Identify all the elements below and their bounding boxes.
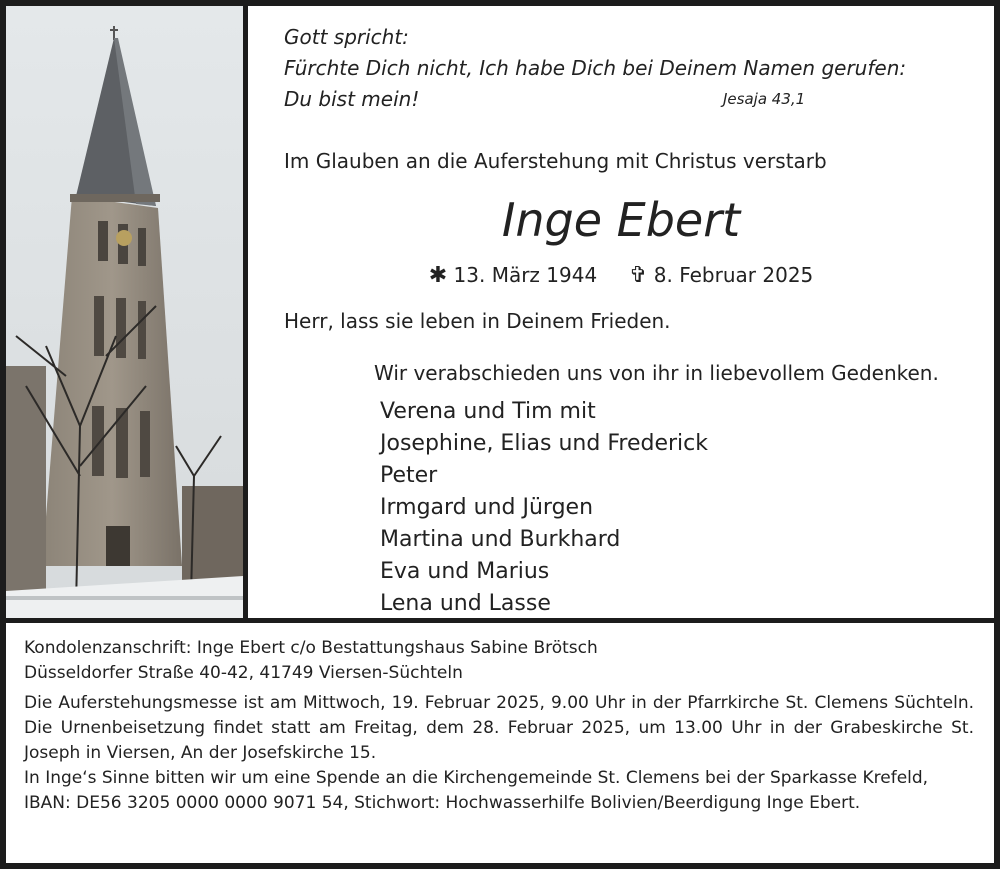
mourner-entry: Lena und Lasse	[380, 591, 551, 616]
death-date: 8. Februar 2025	[653, 263, 814, 287]
service-info: Die Auferstehungsmesse ist am Mittwoch, 19. Februar 2025, 9.00 Uhr in der Pfarrkirche St. Clemens Süchteln. Die Urnenbeisetzung findet statt am Freitag, dem 28. Februar 2025, um 13.00 Uhr in der Grabeskirche St. Joseph in Viersen, An der Josefskirche 15.	[24, 693, 974, 763]
condolence-street: Düsseldorfer Straße 40-42, 41749 Viersen-Süchteln	[24, 663, 463, 683]
verse-line: Fürchte Dich nicht, Ich habe Dich bei Deinem Namen gerufen:	[284, 56, 907, 80]
life-dates	[248, 263, 994, 288]
birth-date: 13. März 1944	[453, 263, 598, 287]
condolence-address: Kondolenzanschrift: Inge Ebert c/o Bestattungshaus Sabine Brötsch	[24, 638, 598, 658]
birth-star-icon: ✱	[428, 263, 448, 288]
intro-text: Im Glauben an die Auferstehung mit Christus verstarb	[284, 149, 827, 173]
verse-reference: Jesaja 43,1	[723, 90, 806, 108]
mourner-entry: Peter	[380, 463, 438, 488]
bible-verse	[284, 22, 964, 115]
vertical-divider	[243, 0, 248, 621]
mourner-entry: Verena und Tim mit	[380, 399, 596, 424]
deceased-name: Inge Ebert	[501, 193, 741, 247]
verse-line: Gott spricht:	[284, 25, 409, 49]
death-cross-icon: ✞	[628, 263, 648, 288]
mourner-entry: Josephine, Elias und Frederick	[380, 431, 708, 456]
mourner-entry: Martina und Burkhard	[380, 527, 621, 552]
farewell-text: Wir verabschieden uns von ihr in liebevollem Gedenken.	[374, 361, 939, 385]
mourner-entry: Eva und Marius	[380, 559, 550, 584]
donation-info: In Inge‘s Sinne bitten wir um eine Spende an die Kirchengemeinde St. Clemens bei der Sparkasse Krefeld, IBAN: DE56 3205 0000 0000 9071 54, Stichwort: Hochwasserhilfe Bolivien/Beerdigung Inge Ebert.	[24, 768, 929, 813]
church-photo	[6, 6, 243, 618]
mourners-list	[380, 396, 708, 620]
verse-line: Du bist mein!	[284, 87, 420, 111]
mourner-entry: Irmgard und Jürgen	[380, 495, 594, 520]
prayer-text: Herr, lass sie leben in Deinem Frieden.	[284, 309, 671, 333]
church-tower-photo	[6, 6, 243, 618]
footer-info	[24, 636, 974, 816]
